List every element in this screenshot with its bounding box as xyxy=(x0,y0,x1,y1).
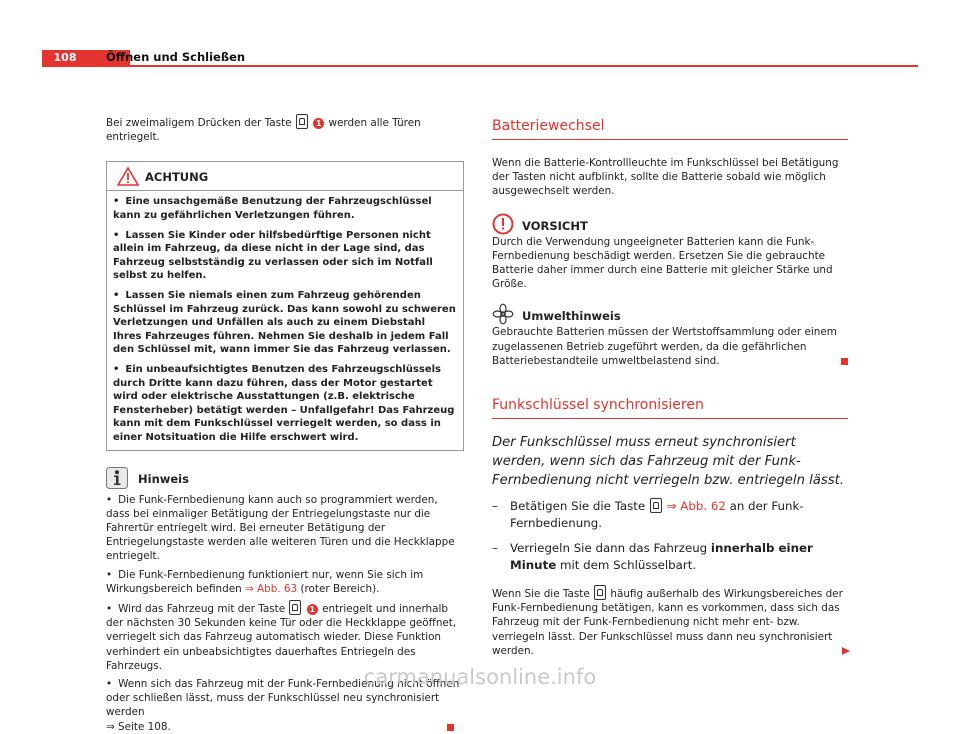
warning-item: • Eine unsachgemäße Benutzung der Fahrzeugschlüssel kann zu gefährlichen Verletzungen führen. xyxy=(113,196,432,221)
environment-paragraph: Gebrauchte Batterien müssen der Wertstoffsammlung oder einem zugelassenen Betrieb zugeführt werden, da die gefährlichen Batteriebestandteile umweltbelastend sind. xyxy=(492,325,848,368)
caution-icon xyxy=(492,213,514,235)
callout-number: 1 xyxy=(313,118,324,129)
step-item: – Verriegeln Sie dann das Fahrzeug innerhalb einer Minute mit dem Schlüsselbart. xyxy=(492,541,813,573)
warning-body xyxy=(107,191,463,449)
caution-header xyxy=(492,213,848,235)
page-number: 108 xyxy=(42,50,88,65)
info-icon xyxy=(106,467,128,489)
section-title-battery: Batteriewechsel xyxy=(492,117,848,140)
right-column xyxy=(492,117,848,658)
flower-icon xyxy=(492,303,514,325)
environment-header xyxy=(492,303,848,325)
note-item: • Die Funk-Fernbedienung funktioniert nur, wenn Sie sich im Wirkungsbereich befinden ⇒ Abb. 63 (roter Bereich). xyxy=(106,568,424,595)
figure-link[interactable]: ⇒ Abb. 63 xyxy=(245,582,298,595)
warning-item: • Ein unbeaufsichtigtes Benutzen des Fahrzeugschlüssels durch Dritte kann dazu führen, dass der Motor gestartet wird oder elektrische Ausstattungen (z.B. elektrische Fensterheber) betätigt werden – Unfallgefahr! Das Fahrzeug kann mit dem Funkschlüssel verriegelt werden, so dass in einer Notsituation die Hilfe erschwert wird. xyxy=(113,363,455,443)
sync-intro: Der Funkschlüssel muss erneut synchronisiert werden, wenn sich das Fahrzeug mit der Funk-Fernbedienung nicht verriegeln bzw. entriegeln lässt. xyxy=(492,435,844,489)
unlock-key-icon xyxy=(296,114,308,129)
unlock-key-icon xyxy=(650,498,662,513)
warning-item: • Lassen Sie niemals einen zum Fahrzeug gehörenden Schlüssel im Fahrzeug zurück. Das kann sowohl zu schweren Verletzungen und Unfällen als auch zu einem Diebstahl Ihres Fahrzeuges führen. Nehmen Sie deshalb in jedem Fall den Schlüssel mit, wann immer Sie das Fahrzeug verlassen. xyxy=(113,289,456,356)
warning-item: • Lassen Sie Kinder oder hilfsbedürftige Personen nicht allein im Fahrzeug, da diese nicht in der Lage sind, das Fahrzeug selbstständig zu verlassen oder sich im Notfall selbst zu helfen. xyxy=(113,229,433,282)
caution-title: VORSICHT xyxy=(522,218,588,233)
left-column xyxy=(106,114,464,734)
page-link[interactable]: ⇒ Seite 108. xyxy=(106,720,171,733)
unlock-key-icon xyxy=(594,585,606,600)
note-title: Hinweis xyxy=(138,471,189,486)
warning-header xyxy=(107,162,463,191)
watermark: carmanualsonline.info xyxy=(363,665,597,689)
continue-arrow-icon xyxy=(842,647,850,655)
sync-paragraph: Wenn Sie die Taste häufig außerhalb des Wirkungsbereiches der Funk-Fernbedienung betätigen, kann es vorkommen, dass sich das Fahrzeug mit der Funk-Fernbedienung nicht mehr ent- bzw. verriegeln lässt. Der Funkschlüssel muss dann neu synchronisiert werden. xyxy=(492,585,848,658)
figure-link[interactable]: ⇒ Abb. 62 xyxy=(666,499,726,514)
unlock-key-icon xyxy=(289,600,301,615)
battery-paragraph: Wenn die Batterie-Kontrollleuchte im Funkschlüssel bei Betätigung der Tasten nicht aufblinkt, sollte die Batterie sobald wie möglich ausgewechselt werden. xyxy=(492,157,839,198)
note-item: • Wird das Fahrzeug mit der Taste 1 entriegelt und innerhalb der nächsten 30 Sekunden keine Tür oder die Heckklappe geöffnet, verriegelt sich das Fahrzeug automatisch wieder. Diese Funktion verhindert ein unbeabsichtigtes dauerhaftes Entriegeln des Fahrzeugs. xyxy=(106,600,464,673)
section-title-sync: Funkschlüssel synchronisieren xyxy=(492,396,848,419)
note-header xyxy=(106,467,464,489)
step-list xyxy=(492,498,848,574)
note-item: • Wenn sich das Fahrzeug mit der Funk-Fernbedienung nicht öffnen oder schließen lässt, muss der Funkschlüssel neu synchronisiert werden ⇒ Seite 108. xyxy=(106,677,460,733)
warning-title: ACHTUNG xyxy=(145,170,209,185)
warning-box xyxy=(106,161,464,450)
header-rule xyxy=(42,65,918,67)
section-end-mark xyxy=(447,724,454,731)
note-body xyxy=(106,493,464,734)
section-end-mark xyxy=(841,358,848,365)
callout-number: 1 xyxy=(307,604,318,615)
intro-paragraph: Bei zweimaligem Drücken der Taste 1 werden alle Türen entriegelt. xyxy=(106,114,464,144)
warning-triangle-icon xyxy=(117,167,139,186)
caution-paragraph: Durch die Verwendung ungeeigneter Batterien kann die Funk-Fernbedienung beschädigt werden. Ersetzen Sie die gebrauchte Batterie daher immer durch eine Batterie mit gleicher Stärke und Größe. xyxy=(492,235,833,291)
page-title: Öffnen und Schließen xyxy=(106,50,246,64)
note-item: • Die Funk-Fernbedienung kann auch so programmiert werden, dass bei einmaliger Betätigung der Entriegelungstaste nur die Fahrertür entriegelt wird. Bei erneuter Betätigung der Entriegelungstaste werden alle weiteren Türen und die Heckklappe entriegelt. xyxy=(106,493,455,563)
environment-title: Umwelthinweis xyxy=(522,309,621,324)
step-item: – Betätigen Sie die Taste ⇒ Abb. 62 an der Funk-Fernbedienung. xyxy=(492,499,804,531)
